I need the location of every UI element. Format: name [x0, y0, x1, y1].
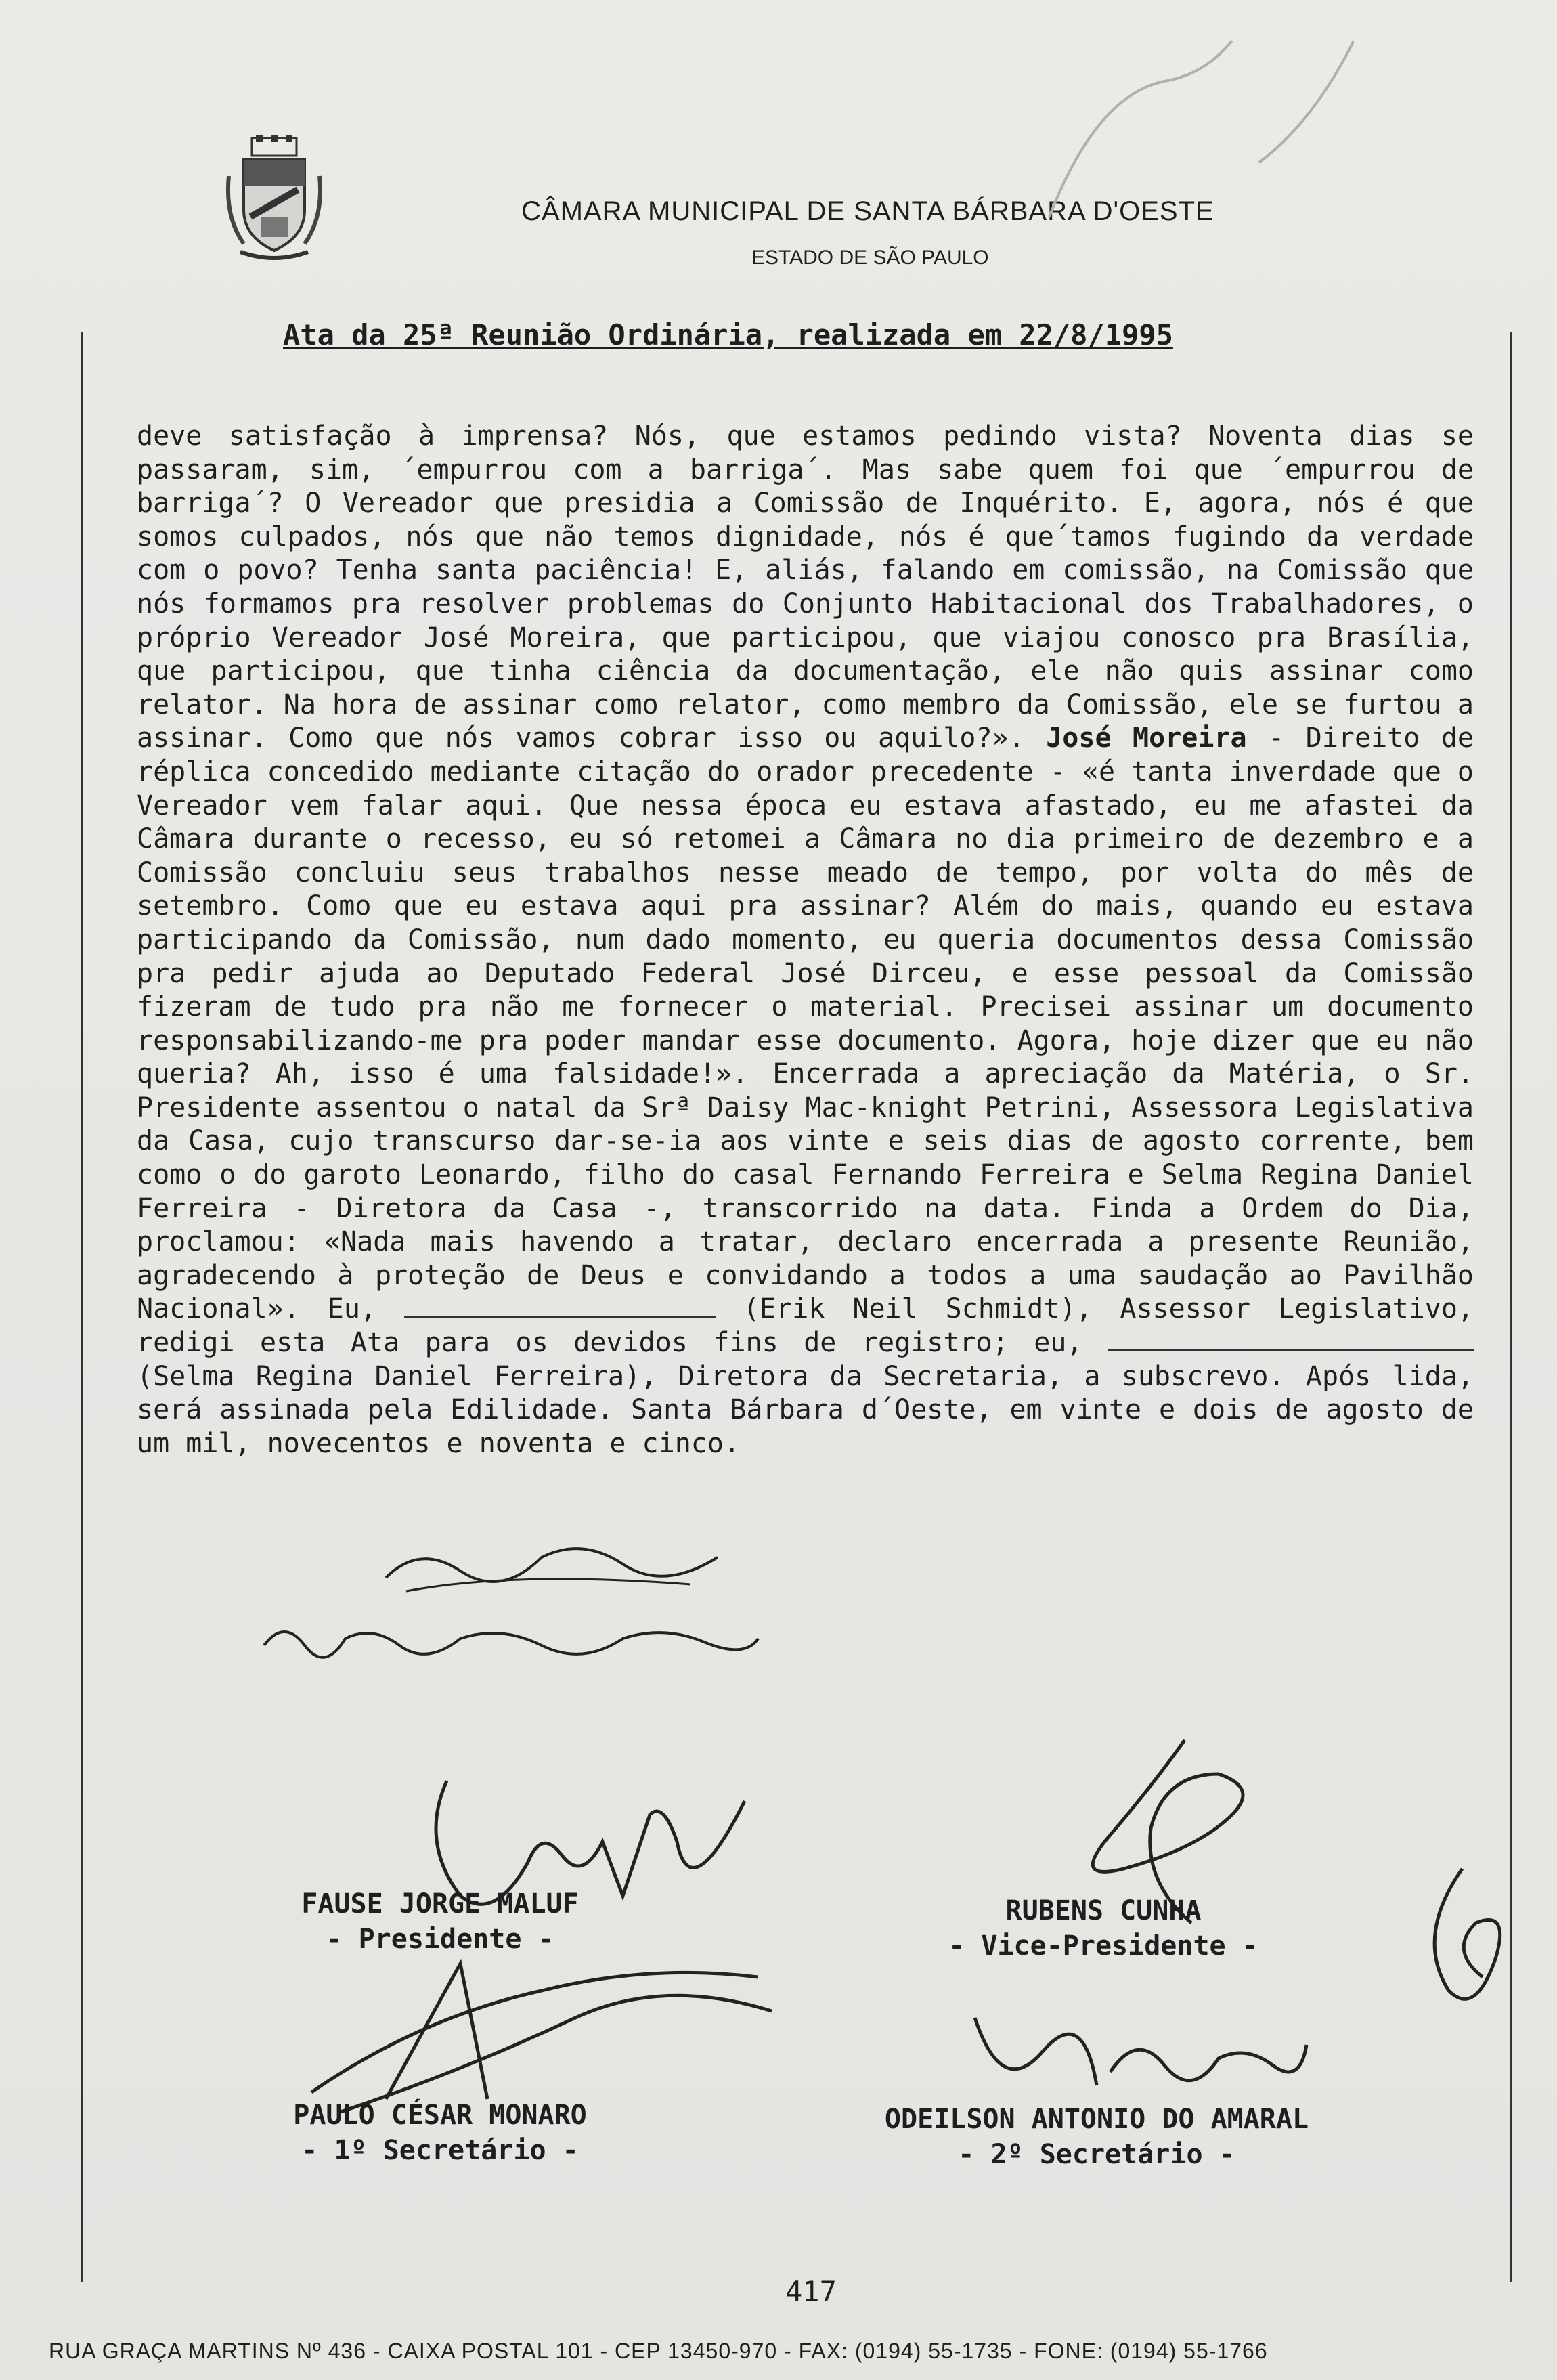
- signatory-role: - Vice-Presidente -: [948, 1930, 1258, 1962]
- signatory-role: - Presidente -: [326, 1924, 554, 1955]
- signature-line-diretora: [1108, 1329, 1474, 1351]
- signatory-presidente: [203, 1886, 677, 1957]
- institution-name: CÂMARA MUNICIPAL DE SANTA BÁRBARA D'OESTE: [521, 196, 1214, 226]
- body-paragraph-3: (Erik Neil Schmidt), Assessor Legislativo, redigi esta Ata para os devidos fins de registro; eu,: [137, 1293, 1474, 1359]
- left-margin-rule: [81, 332, 83, 2282]
- state-name: ESTADO DE SÃO PAULO: [751, 246, 989, 269]
- signatory-role: - 2º Secretário -: [958, 2139, 1235, 2170]
- page-title: Ata da 25ª Reunião Ordinária, realizada em 22/8/1995: [283, 318, 1173, 351]
- speaker-name: José Moreira: [1046, 722, 1247, 754]
- signatory-segundo-secretario: [792, 2102, 1401, 2172]
- signatory-name: RUBENS CUNHA: [1005, 1895, 1202, 1926]
- signature-line-assessor: [404, 1295, 716, 1318]
- body-paragraph-2: - Direito de réplica concedido mediante citação do orador precedente - «é tanta inverdade que o Vereador vem falar aqui. Que nessa época eu estava afastado, eu me afastei da Câmara durante o recesso, eu só retomei a Câmara no dia primeiro de dezembro e a Comissão concluiu seus trabalhos nesse meado de tempo, por volta do mês de setembro. Como que eu estava aqui pra assinar? Além do mais, quando eu estava participando da Comissão, num dado momento, eu queria documentos dessa Comissão pra pedir ajuda ao Deputado Federal José Dirceu, e esse pessoal da Comissão fizeram de tudo pra não me fornecer o material. Precisei assinar um documento responsabilizando-me pra poder mandar esse documento. Agora, hoje dizer que eu não queria? Ah, isso é uma falsidade!». Encerrada a apreciação da Matéria, o Sr. Presidente assentou o natal da Srª Daisy Mac-knight Petrini, Assessora Legislativa da Casa, cujo transcurso dar-se-ia aos vinte e seis dias de agosto corrente, bem como o do garoto Leonardo, filho do casal Fernando Ferreira e Selma Regina Daniel Ferreira - Diretora da Casa -, transcorrido na data. Finda a Ordem do Dia, proclamou: «Nada mais havendo a tratar, declaro encerrada a presente Reunião, agradecendo à proteção de Deus e convidando a todos a uma saudação ao Pavilhão Nacional». Eu,: [137, 722, 1474, 1325]
- right-margin-rule: [1510, 332, 1512, 2282]
- page-number: 417: [785, 2275, 837, 2308]
- minutes-body: [137, 420, 1474, 1461]
- footer-address: RUA GRAÇA MARTINS Nº 436 - CAIXA POSTAL 101 - CEP 13450-970 - FAX: (0194) 55-1735 - FONE: (0194) 55-1766: [49, 2339, 1268, 2363]
- body-paragraph-4: (Selma Regina Daniel Ferreira), Diretora da Secretaria, a subscrevo. Após lida, será assinada pela Edilidade. Santa Bárbara d´Oeste, em vinte e dois de agosto de um mil, novecentos e noventa e cinco.: [137, 1360, 1474, 1459]
- municipal-coat-of-arms-icon: [223, 135, 325, 264]
- signatory-primeiro-secretario: [203, 2098, 677, 2168]
- signatory-vice-presidente: [867, 1893, 1340, 1964]
- signatory-name: PAULO CÉSAR MONARO: [293, 2100, 587, 2131]
- signatory-name: ODEILSON ANTONIO DO AMARAL: [884, 2104, 1309, 2135]
- signatory-name: FAUSE JORGE MALUF: [301, 1888, 579, 1920]
- signatory-role: - 1º Secretário -: [301, 2135, 579, 2166]
- body-paragraph-1: deve satisfação à imprensa? Nós, que estamos pedindo vista? Noventa dias se passaram, sim, ´empurrou com a barriga´. Mas sabe quem foi que ´empurrou de barriga´? O Vereador que presidia a Comissão de Inquérito. E, agora, nós é que somos culpados, nós que não temos dignidade, nós é que´tamos fugindo da verdade com o povo? Tenha santa paciência! E, aliás, falando em comissão, na Comissão que nós formamos pra resolver problemas do Conjunto Habitacional dos Trabalhadores, o próprio Vereador José Moreira, que participou, que viajou conosco pra Brasília, que participou, que tinha ciência da documentação, ele não quis assinar como relator. Na hora de assinar como relator, como membro da Comissão, ele se furtou a assinar. Como que nós vamos cobrar isso ou aquilo?».: [137, 420, 1474, 754]
